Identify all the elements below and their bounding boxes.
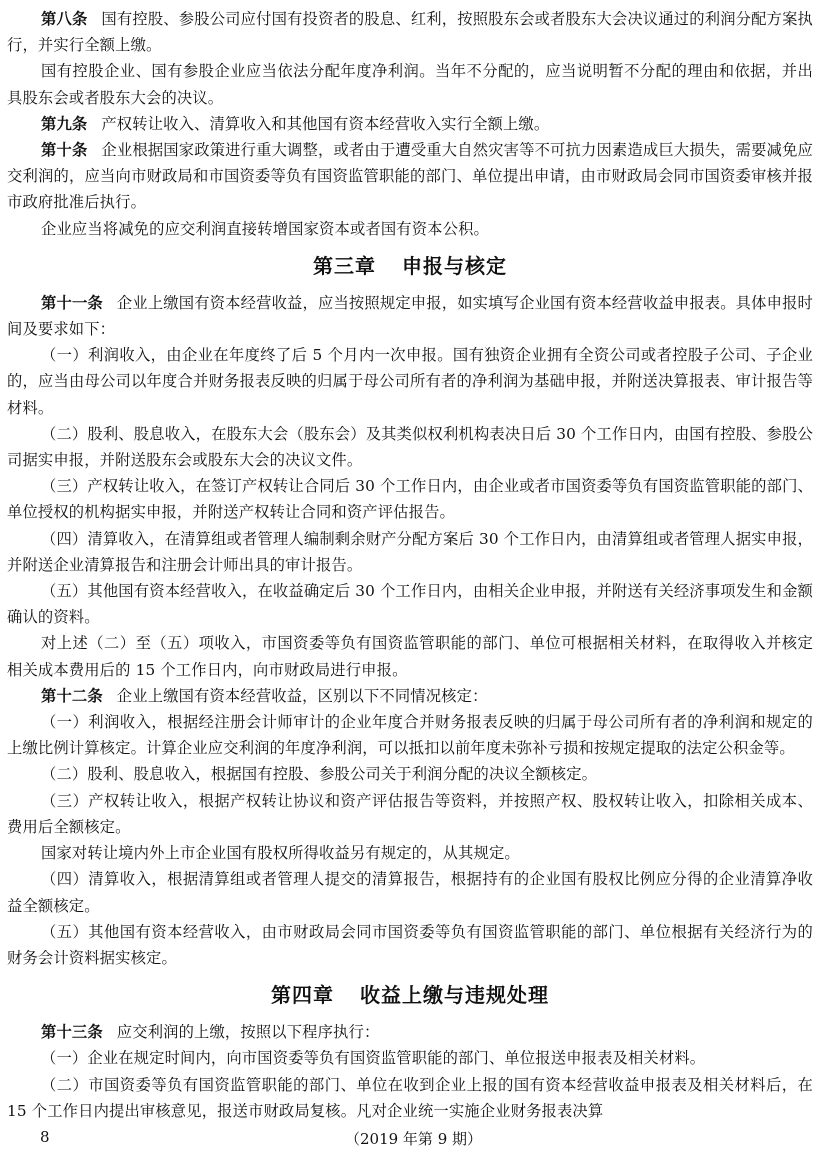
chapter-title: 申报与核定 xyxy=(402,253,507,278)
paragraph-text: 国有控股企业、国有参股企业应当依法分配年度净利润。当年不分配的，应当说明暂不分配的理由和依据，并出具股东会或者股东大会的决议。 xyxy=(7,62,813,107)
paragraph-text: （三）产权转让收入，根据产权转让协议和资产评估报告等资料，并按照产权、股权转让收入，扣除相关成本、费用后全额核定。 xyxy=(7,791,813,836)
page-footer xyxy=(0,1128,827,1158)
paragraph-text: 企业应当将减免的应交利润直接转增国家资本或者国有资本公积。 xyxy=(41,219,489,238)
chapter-number: 第四章 xyxy=(271,983,334,1008)
article-paragraph xyxy=(7,290,813,342)
document-body xyxy=(7,6,813,1124)
article-number: 第八条 xyxy=(41,10,88,28)
article-paragraph xyxy=(7,1019,813,1045)
issue-label: （2019 年第 9 期） xyxy=(344,1130,483,1148)
paragraph-text: 应交利润的上缴，按照以下程序执行： xyxy=(116,1023,380,1042)
paragraph-text: 产权转让收入、清算收入和其他国有资本经营收入实行全额上缴。 xyxy=(101,114,550,133)
article-number: 第九条 xyxy=(41,114,88,133)
paragraph-text: （五）其他国有资本经营收入，在收益确定后 30 个工作日内，由相关企业申报，并附送有关经济事项发生和金额确认的资料。 xyxy=(7,582,813,627)
article-number: 第十条 xyxy=(41,141,88,160)
paragraph xyxy=(7,709,813,761)
paragraph xyxy=(7,761,813,787)
article-paragraph xyxy=(7,137,813,216)
chapter-title: 收益上缴与违规处理 xyxy=(360,983,549,1008)
paragraph xyxy=(7,578,813,630)
article-paragraph xyxy=(7,683,813,709)
paragraph xyxy=(7,788,813,840)
paragraph xyxy=(7,1045,813,1071)
chapter-number: 第三章 xyxy=(313,253,376,278)
paragraph-text: （二）市国资委等负有国资监管职能的部门、单位在收到企业上报的国有资本经营收益申报表及相关材料后，在 15 个工作日内提出审核意见，报送市财政局复核。凡对企业统一实施企业财务报表决算 xyxy=(7,1075,813,1120)
paragraph xyxy=(7,919,813,971)
paragraph-text: 企业上缴国有资本经营收益，应当按照规定申报，如实填写企业国有资本经营收益申报表。具体申报时间及要求如下： xyxy=(7,293,813,339)
paragraph-text: （二）股利、股息收入，在股东大会（股东会）及其类似权利机构表决日后 30 个工作日内，由国有控股、参股公司据实申报，并附送股东会或股东大会的决议文件。 xyxy=(7,424,813,470)
article-paragraph xyxy=(7,6,813,58)
paragraph xyxy=(7,630,813,682)
paragraph-text: 国有控股、参股公司应付国有投资者的股息、红利，按照股东会或者股东大会决议通过的利润分配方案执行，并实行全额上缴。 xyxy=(7,10,814,55)
paragraph xyxy=(7,216,813,242)
paragraph xyxy=(7,840,813,866)
paragraph-text: 对上述（二）至（五）项收入，市国资委等负有国资监管职能的部门、单位可根据相关材料，在取得收入并核定相关成本费用后的 15 个工作日内，向市财政局进行申报。 xyxy=(7,634,813,679)
paragraph-text: 企业根据国家政策进行重大调整，或者由于遭受重大自然灾害等不可抗力因素造成巨大损失，需要减免应交利润的，应当向市财政局和市国资委等负有国资监管职能的部门、单位提出申请，由市财政局会同市国资委审核并报市政府批准后执行。 xyxy=(7,141,814,212)
paragraph-text: （二）股利、股息收入，根据国有控股、参股公司关于利润分配的决议全额核定。 xyxy=(41,765,598,784)
paragraph xyxy=(7,866,813,918)
page-number: 8 xyxy=(40,1128,50,1146)
article-number: 第十三条 xyxy=(41,1023,103,1042)
article-paragraph xyxy=(7,111,813,137)
paragraph-text: （五）其他国有资本经营收入，由市财政局会同市国资委等负有国资监管职能的部门、单位根据有关经济行为的财务会计资料据实核定。 xyxy=(7,922,813,967)
paragraph-text: （一）利润收入，根据经注册会计师审计的企业年度合并财务报表反映的归属于母公司所有者的净利润和规定的上缴比例计算核定。计算企业应交利润的年度净利润，可以抵扣以前年度未弥补亏损和按规定提取的法定公积金等。 xyxy=(7,713,813,758)
chapter-heading xyxy=(7,971,813,1019)
article-number: 第十二条 xyxy=(41,686,103,705)
paragraph-text: 企业上缴国有资本经营收益，区别以下不同情况核定： xyxy=(116,686,488,705)
paragraph xyxy=(7,421,813,473)
paragraph-text: （一）企业在规定时间内，向市国资委等负有国资监管职能的部门、单位报送申报表及相关材料。 xyxy=(41,1049,706,1068)
paragraph xyxy=(7,1072,813,1124)
paragraph xyxy=(7,526,813,578)
paragraph-text: （一）利润收入，由企业在年度终了后 5 个月内一次申报。国有独资企业拥有全资公司或者控股子公司、子企业的，应当由母公司以年度合并财务报表反映的归属于母公司所有者的净利润为基础申报，并附送决算报表、审计报告等材料。 xyxy=(7,346,813,417)
paragraph-text: 国家对转让境内外上市企业国有股权所得收益另有规定的，从其规定。 xyxy=(41,844,520,863)
paragraph xyxy=(7,473,813,525)
paragraph-text: （四）清算收入，在清算组或者管理人编制剩余财产分配方案后 30 个工作日内，由清算组或者管理人据实申报，并附送企业清算报告和注册会计师出具的审计报告。 xyxy=(7,529,813,574)
chapter-heading xyxy=(7,242,813,290)
paragraph-text: （三）产权转让收入，在签订产权转让合同后 30 个工作日内，由企业或者市国资委等负有国资监管职能的部门、单位授权的机构据实申报，并附送产权转让合同和资产评估报告。 xyxy=(7,477,813,522)
paragraph-text: （四）清算收入，根据清算组或者管理人提交的清算报告，根据持有的企业国有股权比例应分得的企业清算净收益全额核定。 xyxy=(7,870,813,915)
paragraph xyxy=(7,58,813,110)
paragraph xyxy=(7,342,813,421)
article-number: 第十一条 xyxy=(41,293,103,312)
